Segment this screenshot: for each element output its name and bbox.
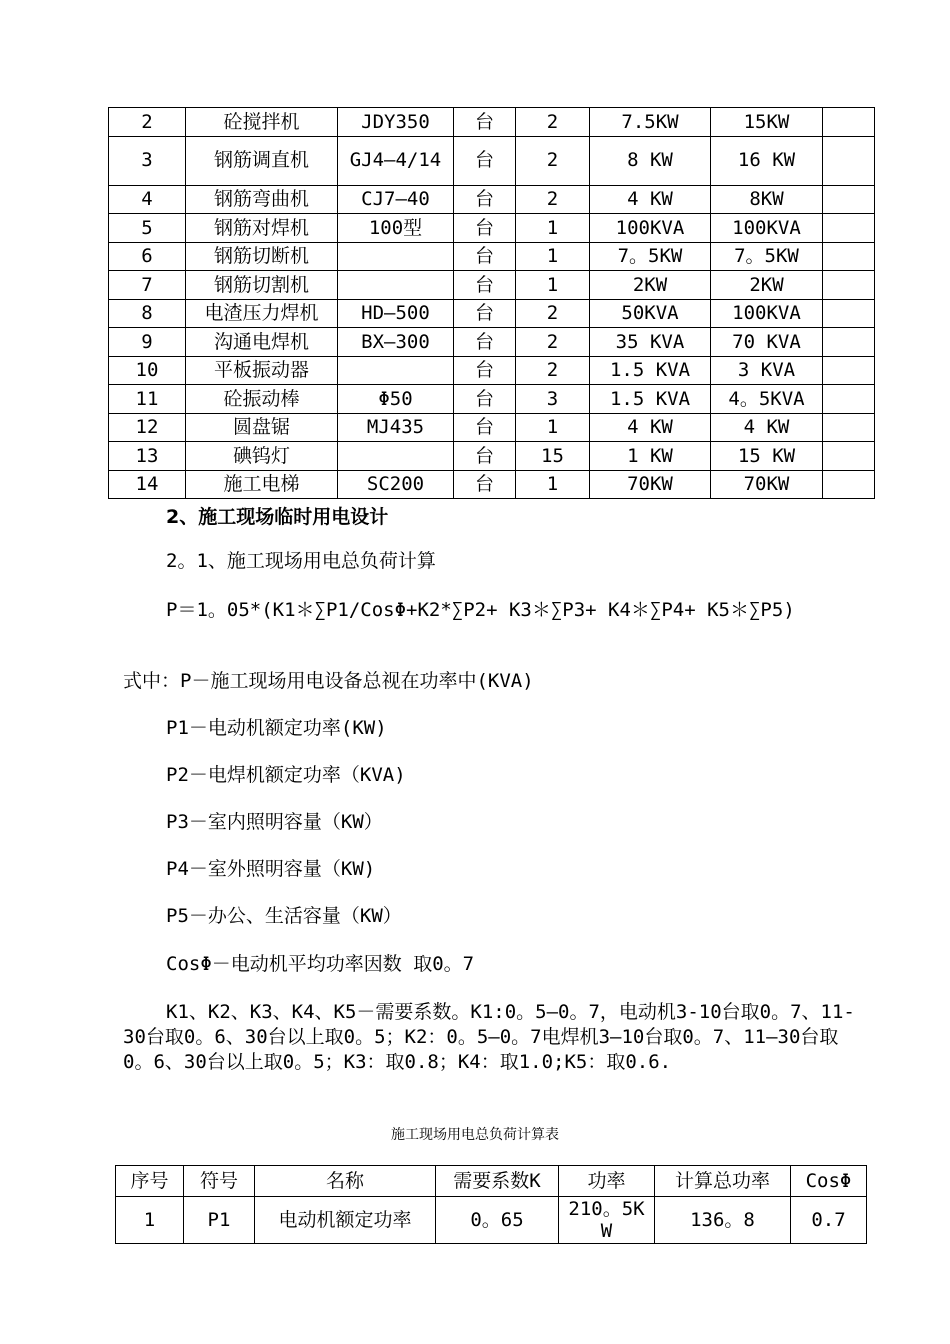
cell-power: 7。5KW — [590, 242, 711, 271]
cell-power: 8 KW — [590, 136, 711, 185]
cell-note — [823, 470, 875, 499]
cell-total: 3 KVA — [711, 356, 823, 385]
cell-unit: 台 — [454, 271, 516, 300]
cell-model: BX—300 — [338, 328, 454, 357]
cell-no: 8 — [109, 299, 186, 328]
table-row — [109, 413, 875, 442]
cell-name: 电渣压力焊机 — [186, 299, 338, 328]
cell-power: 35 KVA — [590, 328, 711, 357]
cell-model: Φ50 — [338, 385, 454, 414]
table-cell: 0.7 — [791, 1197, 867, 1244]
load-table-caption: 施工现场用电总负荷计算表 — [391, 1127, 559, 1143]
cell-unit: 台 — [454, 299, 516, 328]
definition-p5: P5－办公、生活容量（KW） — [166, 905, 402, 927]
column-header: 需要系数K — [436, 1166, 559, 1197]
cell-note — [823, 328, 875, 357]
cell-total: 100KVA — [711, 299, 823, 328]
cell-name: 沟通电焊机 — [186, 328, 338, 357]
cell-no: 9 — [109, 328, 186, 357]
column-header: 名称 — [255, 1166, 436, 1197]
cell-note — [823, 413, 875, 442]
cell-qty: 1 — [516, 271, 590, 300]
table-cell: 电动机额定功率 — [255, 1197, 436, 1244]
cell-power: 2KW — [590, 271, 711, 300]
cell-total: 4 KW — [711, 413, 823, 442]
section-heading: 2、施工现场临时用电设计 — [166, 506, 389, 528]
cell-note — [823, 185, 875, 214]
definition-p3: P3－室内照明容量（KW） — [166, 811, 383, 833]
cell-note — [823, 271, 875, 300]
cell-qty: 2 — [516, 185, 590, 214]
cell-note — [823, 136, 875, 185]
cell-name: 碘钨灯 — [186, 442, 338, 471]
cell-unit: 台 — [454, 214, 516, 243]
table-cell: 0。65 — [436, 1197, 559, 1244]
cell-no: 2 — [109, 108, 186, 137]
cell-no: 10 — [109, 356, 186, 385]
cell-total: 4。5KVA — [711, 385, 823, 414]
definition-p4: P4－室外照明容量（KW) — [166, 858, 376, 880]
definition-p1: P1－电动机额定功率(KW) — [166, 717, 387, 739]
cell-no: 13 — [109, 442, 186, 471]
cell-no: 7 — [109, 271, 186, 300]
cell-unit: 台 — [454, 442, 516, 471]
cell-unit: 台 — [454, 385, 516, 414]
subsection-title: 2。1、施工现场用电总负荷计算 — [166, 550, 436, 572]
table-cell: 136。8 — [655, 1197, 791, 1244]
cell-unit: 台 — [454, 413, 516, 442]
column-header: CosΦ — [791, 1166, 867, 1197]
cell-model: 100型 — [338, 214, 454, 243]
table-row — [109, 328, 875, 357]
column-header: 符号 — [184, 1166, 255, 1197]
cell-model: JDY350 — [338, 108, 454, 137]
cell-model: CJ7—40 — [338, 185, 454, 214]
cell-note — [823, 242, 875, 271]
definition-intro: 式中：P－施工现场用电设备总视在功率中(KVA) — [123, 670, 534, 692]
table-row — [109, 214, 875, 243]
cell-power: 4 KW — [590, 413, 711, 442]
cell-total: 7。5KW — [711, 242, 823, 271]
cell-name: 钢筋切断机 — [186, 242, 338, 271]
cell-total: 8KW — [711, 185, 823, 214]
cell-total: 15 KW — [711, 442, 823, 471]
cell-total: 70 KVA — [711, 328, 823, 357]
cell-power: 1.5 KVA — [590, 356, 711, 385]
table-row — [109, 185, 875, 214]
table-row — [109, 108, 875, 137]
coefficient-description: K1、K2、K3、K4、K5－需要系数。K1:0。5—0。7，电动机3-10台取0。7、11-30台取0。6、30台以上取0。5；K2：0。5—0。7电焊机3—10台取0。7、11—30台取0。6、30台以上取0。5；K3：取0.8；K4：取1.0;K5：取0.6. — [123, 1001, 855, 1073]
cell-model — [338, 271, 454, 300]
cell-total: 70KW — [711, 470, 823, 499]
cell-model — [338, 442, 454, 471]
cell-unit: 台 — [454, 185, 516, 214]
cell-qty: 1 — [516, 242, 590, 271]
table-row — [109, 271, 875, 300]
cell-model: MJ435 — [338, 413, 454, 442]
cell-unit: 台 — [454, 470, 516, 499]
cell-model: GJ4—4/14 — [338, 136, 454, 185]
cell-total: 100KVA — [711, 214, 823, 243]
cell-model — [338, 242, 454, 271]
cell-power: 1 KW — [590, 442, 711, 471]
cell-qty: 1 — [516, 413, 590, 442]
cell-no: 6 — [109, 242, 186, 271]
load-calculation-table — [115, 1165, 867, 1244]
cell-unit: 台 — [454, 242, 516, 271]
table-row — [109, 136, 875, 185]
cell-name: 砼振动棒 — [186, 385, 338, 414]
table-row — [109, 242, 875, 271]
cell-no: 5 — [109, 214, 186, 243]
table-row — [116, 1197, 867, 1244]
cell-qty: 1 — [516, 470, 590, 499]
cell-name: 砼搅拌机 — [186, 108, 338, 137]
cell-total: 2KW — [711, 271, 823, 300]
cell-unit: 台 — [454, 136, 516, 185]
cell-power: 100KVA — [590, 214, 711, 243]
table-row — [109, 356, 875, 385]
table-cell: P1 — [184, 1197, 255, 1244]
load-formula: P＝1。05*(K1＊∑P1/CosΦ+K2*∑P2+ K3＊∑P3+ K4＊∑P4+ K5＊∑P5) — [166, 599, 795, 621]
cell-power: 70KW — [590, 470, 711, 499]
definition-p2: P2－电焊机额定功率（KVA) — [166, 764, 406, 786]
cell-name: 钢筋切割机 — [186, 271, 338, 300]
definition-cos: CosΦ－电动机平均功率因数 取0。7 — [166, 953, 475, 975]
cell-note — [823, 108, 875, 137]
cell-note — [823, 356, 875, 385]
cell-name: 施工电梯 — [186, 470, 338, 499]
cell-note — [823, 214, 875, 243]
cell-qty: 15 — [516, 442, 590, 471]
cell-model: HD—500 — [338, 299, 454, 328]
cell-name: 钢筋对焊机 — [186, 214, 338, 243]
cell-qty: 2 — [516, 328, 590, 357]
equipment-table — [108, 107, 875, 499]
cell-power: 7.5KW — [590, 108, 711, 137]
cell-no: 11 — [109, 385, 186, 414]
cell-model — [338, 356, 454, 385]
table-row — [109, 470, 875, 499]
cell-total: 15KW — [711, 108, 823, 137]
table-row — [109, 442, 875, 471]
cell-qty: 2 — [516, 299, 590, 328]
column-header: 序号 — [116, 1166, 184, 1197]
column-header: 计算总功率 — [655, 1166, 791, 1197]
cell-name: 钢筋调直机 — [186, 136, 338, 185]
cell-model: SC200 — [338, 470, 454, 499]
cell-qty: 2 — [516, 136, 590, 185]
cell-name: 平板振动器 — [186, 356, 338, 385]
table-row — [109, 299, 875, 328]
cell-note — [823, 299, 875, 328]
cell-total: 16 KW — [711, 136, 823, 185]
column-header: 功率 — [559, 1166, 655, 1197]
cell-power: 1.5 KVA — [590, 385, 711, 414]
table-cell: 1 — [116, 1197, 184, 1244]
cell-qty: 1 — [516, 214, 590, 243]
cell-note — [823, 385, 875, 414]
cell-no: 4 — [109, 185, 186, 214]
cell-unit: 台 — [454, 356, 516, 385]
cell-name: 圆盘锯 — [186, 413, 338, 442]
cell-qty: 3 — [516, 385, 590, 414]
cell-power: 4 KW — [590, 185, 711, 214]
cell-no: 14 — [109, 470, 186, 499]
cell-no: 12 — [109, 413, 186, 442]
cell-no: 3 — [109, 136, 186, 185]
cell-unit: 台 — [454, 108, 516, 137]
cell-power: 50KVA — [590, 299, 711, 328]
cell-unit: 台 — [454, 328, 516, 357]
cell-name: 钢筋弯曲机 — [186, 185, 338, 214]
table-cell: 210。5KW — [559, 1197, 655, 1244]
cell-qty: 2 — [516, 356, 590, 385]
cell-note — [823, 442, 875, 471]
cell-qty: 2 — [516, 108, 590, 137]
table-row — [109, 385, 875, 414]
